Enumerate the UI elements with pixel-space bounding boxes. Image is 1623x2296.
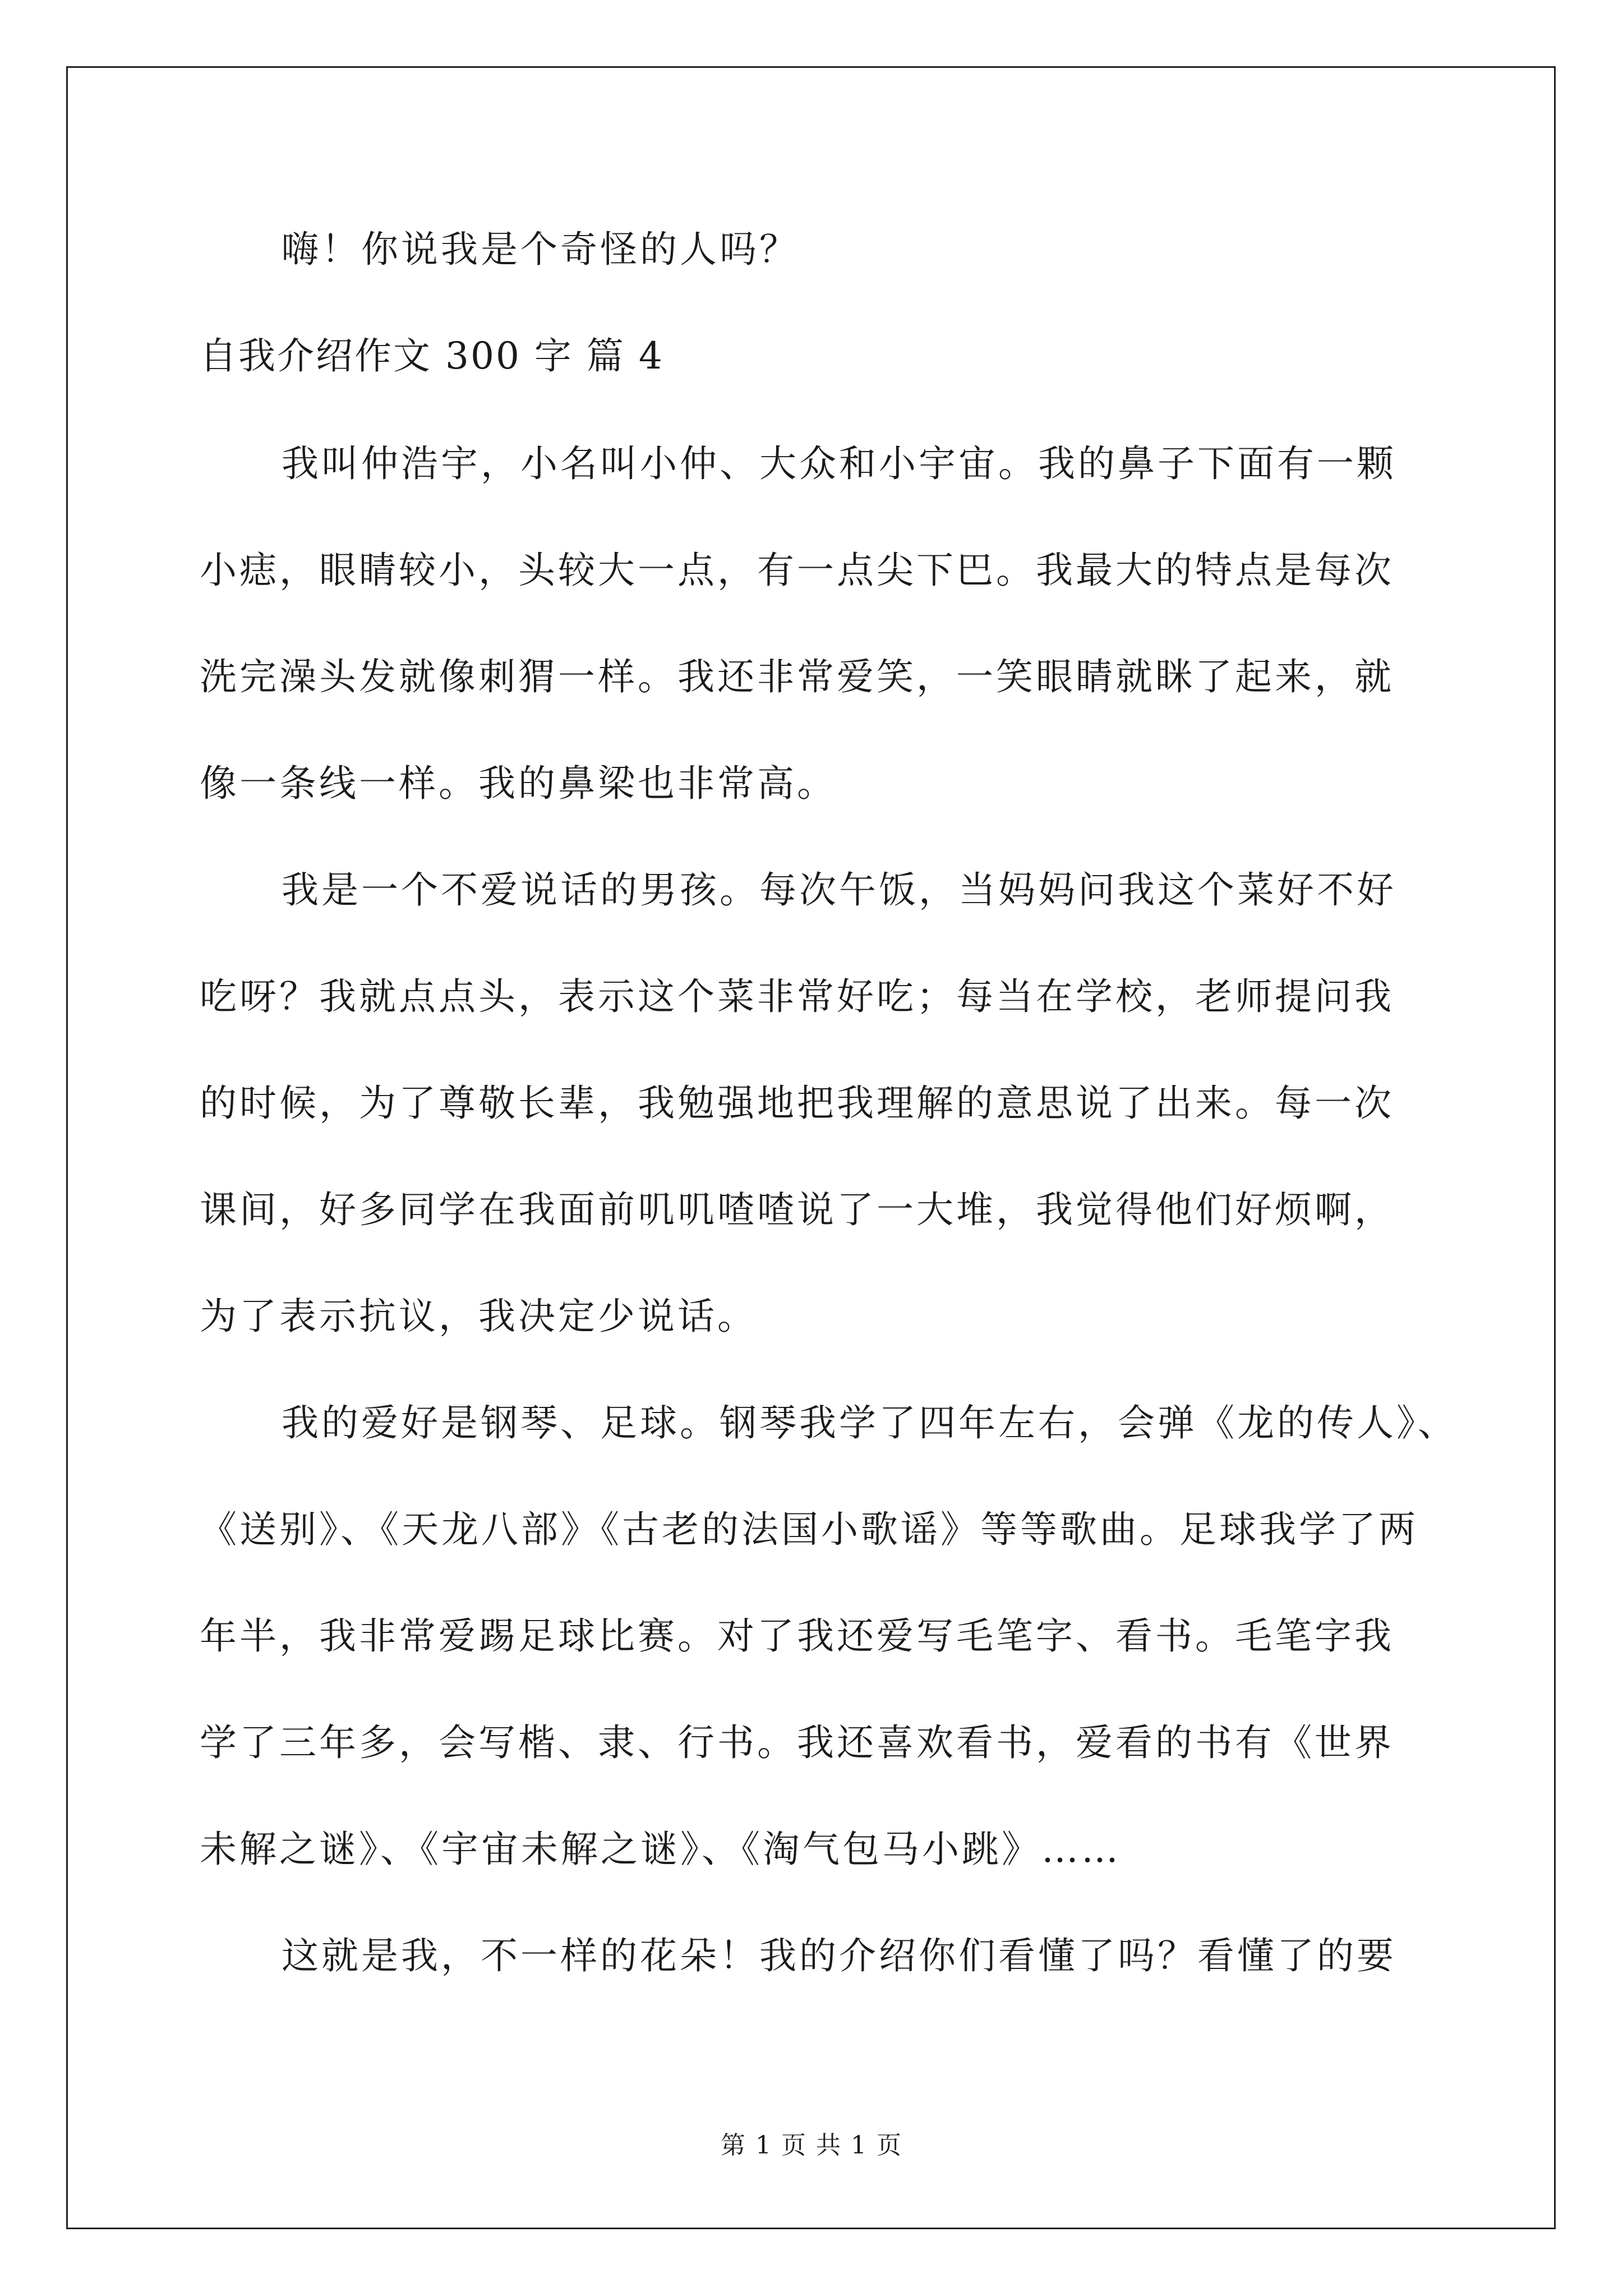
paragraph-3-line-2: 《送别》、《天龙八部》《古老的法国小歌谣》等等歌曲。足球我学了两 [200, 1508, 1418, 1551]
paragraph-2-line-1: 我是一个不爱说话的男孩。每次午饭，当妈妈问我这个菜好不好 [282, 868, 1396, 912]
paragraph-4-line-1: 这就是我，不一样的花朵！我的介绍你们看懂了吗？看懂了的要 [282, 1934, 1396, 1977]
section-heading: 自我介绍作文 300 字 篇 4 [200, 334, 664, 378]
paragraph-2-line-2: 吃呀？我就点点头，表示这个菜非常好吃；每当在学校，老师提问我 [200, 975, 1394, 1018]
paragraph-2-line-4: 课间，好多同学在我面前叽叽喳喳说了一大堆，我觉得他们好烦啊， [200, 1188, 1394, 1231]
page-border [66, 66, 1556, 2229]
page-footer: 第 1 页 共 1 页 [721, 2131, 902, 2160]
paragraph-2-line-3: 的时候，为了尊敬长辈，我勉强地把我理解的意思说了出来。每一次 [200, 1082, 1394, 1125]
paragraph-3-line-5: 未解之谜》、《宇宙未解之谜》、《淘气包马小跳》…… [200, 1828, 1121, 1871]
paragraph-0-line-1: 嗨！你说我是个奇怪的人吗？ [282, 228, 799, 271]
paragraph-1-line-3: 洗完澡头发就像刺猬一样。我还非常爱笑，一笑眼睛就眯了起来，就 [200, 655, 1394, 698]
paragraph-1-line-1: 我叫仲浩宇，小名叫小仲、大众和小宇宙。我的鼻子下面有一颗 [282, 442, 1396, 485]
paragraph-2-line-5: 为了表示抗议，我决定少说话。 [200, 1295, 757, 1338]
paragraph-1-line-2: 小痣，眼睛较小，头较大一点，有一点尖下巴。我最大的特点是每次 [200, 549, 1394, 592]
paragraph-3-line-1: 我的爱好是钢琴、足球。钢琴我学了四年左右，会弹《龙的传人》、 [282, 1401, 1458, 1444]
paragraph-3-line-4: 学了三年多，会写楷、隶、行书。我还喜欢看书，爱看的书有《世界 [200, 1721, 1394, 1764]
paragraph-1-line-4: 像一条线一样。我的鼻梁也非常高。 [200, 762, 837, 805]
paragraph-3-line-3: 年半，我非常爱踢足球比赛。对了我还爱写毛笔字、看书。毛笔字我 [200, 1614, 1394, 1658]
